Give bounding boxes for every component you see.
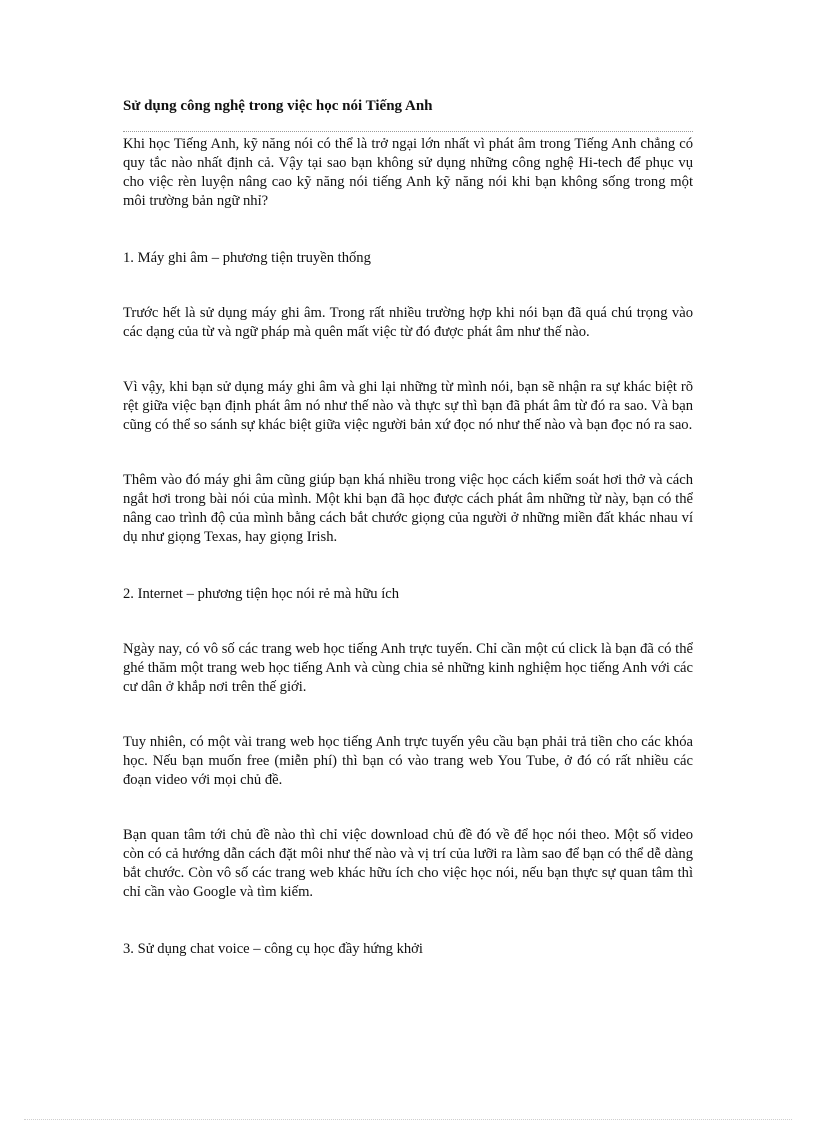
intro-paragraph: Khi học Tiếng Anh, kỹ năng nói có thể là trở ngại lớn nhất vì phát âm trong Tiếng Anh chẳng có quy tắc nào nhất định cả. Vậy tại sao bạn không sử dụng những công nghệ Hi-tech để phục vụ cho việc rèn luyện nâng cao kỹ năng nói tiếng Anh kỹ năng nói khi bạn không sống trong một môi trường bản ngữ nhỉ? [123, 136, 693, 209]
document-body [123, 96, 693, 959]
page-title: Sử dụng công nghệ trong việc học nói Tiếng Anh [123, 98, 433, 114]
section-2-paragraph-2: Tuy nhiên, có một vài trang web học tiếng Anh trực tuyến yêu cầu bạn phải trả tiền cho các khóa học. Nếu bạn muốn free (miễn phí) thì bạn có vào trang web You Tube, ở đó có rất nhiều các đoạn video với mọi chủ đề. [123, 734, 693, 788]
section-3-heading: 3. Sử dụng chat voice – công cụ học đầy hứng khởi [123, 941, 423, 957]
section-1-paragraph-2: Vì vậy, khi bạn sử dụng máy ghi âm và ghi lại những từ mình nói, bạn sẽ nhận ra sự khác biệt rõ rệt giữa việc bạn định phát âm nó như thế nào và thực sự thì bạn đã phát âm từ đó ra sao. Và bạn cũng có thể so sánh sự khác biệt giữa việc người bản xứ đọc nó như thế nào và bạn đọc nó ra sao. [123, 379, 693, 433]
page-bottom-divider [24, 1119, 792, 1120]
title-divider [123, 131, 693, 132]
section-1-heading: 1. Máy ghi âm – phương tiện truyền thống [123, 250, 371, 266]
section-2-heading: 2. Internet – phương tiện học nói rẻ mà hữu ích [123, 586, 400, 602]
section-2-paragraph-1: Ngày nay, có vô số các trang web học tiếng Anh trực tuyến. Chỉ cần một cú click là bạn đã có thể ghé thăm một trang web học tiếng Anh và cùng chia sẻ những kinh nghiệm học tiếng Anh với các cư dân ở khắp nơi trên thế giới. [123, 641, 693, 695]
section-2-paragraph-3: Bạn quan tâm tới chủ đề nào thì chỉ việc download chủ đề đó về để học nói theo. Một số video còn có cả hướng dẫn cách đặt môi như thế nào và vị trí của lưỡi ra làm sao để bạn có thể dễ dàng bắt chước. Còn vô số các trang web khác hữu ích cho việc học nói, nếu bạn thực sự quan tâm thì chỉ cần vào Google và tìm kiếm. [123, 827, 693, 900]
section-1-paragraph-3: Thêm vào đó máy ghi âm cũng giúp bạn khá nhiều trong việc học cách kiểm soát hơi thở và cách ngắt hơi trong bài nói của mình. Một khi bạn đã học được cách phát âm những từ này, bạn có thể nâng cao trình độ của mình bằng cách bắt chước giọng của người ở những miền đất khác nhau ví dụ như giọng Texas, hay giọng Irish. [123, 472, 693, 545]
section-1-paragraph-1: Trước hết là sử dụng máy ghi âm. Trong rất nhiều trường hợp khi nói bạn đã quá chú trọng vào các dạng của từ và ngữ pháp mà quên mất việc từ đó được phát âm như thế nào. [123, 305, 693, 340]
